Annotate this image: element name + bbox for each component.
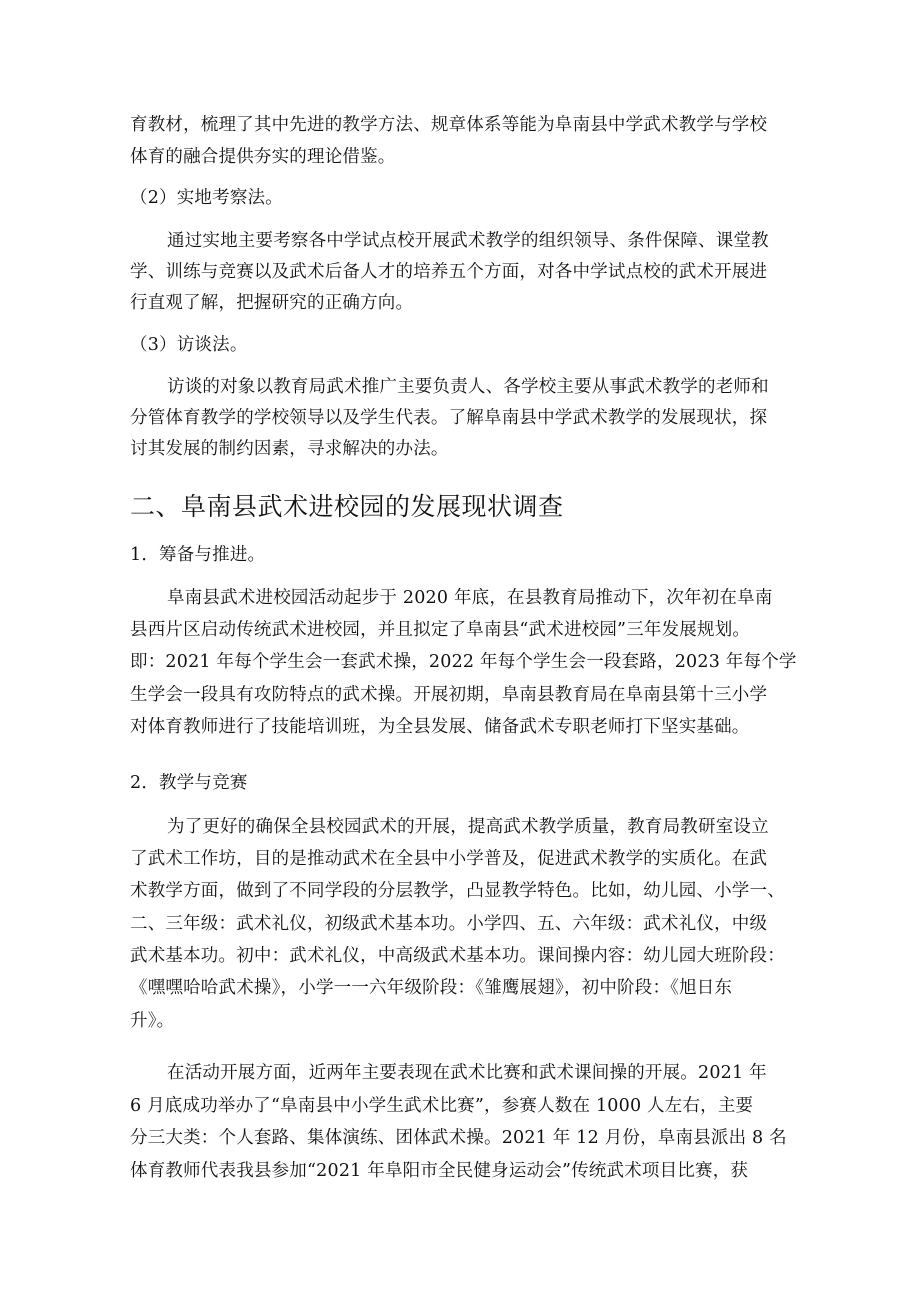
text-line: 6 月底成功举办了“阜南县中小学生武术比赛”，参赛人数在 1000 人左右，主要 [130,1096,754,1116]
text-line: 县西片区启动传统武术进校园，并且拟定了阜南县“武术进校园”三年发展规划。 [130,620,751,640]
text-line: 学、训练与竞赛以及武术后备人才的培养五个方面，对各中学试点校的武术开展进 [130,262,768,282]
text-line: 行直观了解，把握研究的正确方向。 [130,293,414,313]
text-line: 对体育教师进行了技能培训班，为全县发展、储备武术专职老师打下坚实基础。 [130,717,750,737]
text-line: 分三大类：个人套路、集体演练、团体武术操。2021 年 12 月份，阜南县派出 8 名 [130,1128,787,1148]
subsection-1-label: 1．筹备与推进。 [130,545,266,565]
text-line: 了武术工作坊，目的是推动武术在全县中小学普及，促进武术教学的实质化。在武 [130,849,768,869]
text-line: 生学会一段具有攻防特点的武术操。开展初期，阜南县教育局在阜南县第十三小学 [130,685,768,705]
text-line: 体育教师代表我县参加“2021 年阜阳市全民健身运动会”传统武术项目比赛，获 [130,1161,749,1181]
text-line: 即：2021 年每个学生会一套武术操，2022 年每个学生会一段套路，2023 年每个学 [130,652,797,672]
text-line: 升》。 [130,1011,175,1031]
method-3-label: （3）访谈法。 [130,335,248,355]
text-line: 《嘿嘿哈哈武术操》，小学一一六年级阶段：《雏鹰展翅》，初中阶段：《旭日东 [130,978,733,998]
text-line: 讨其发展的制约因素，寻求解决的办法。 [130,439,449,459]
subsection-2-label: 2．教学与竞赛 [130,773,248,793]
text-line: 在活动开展方面，近两年主要表现在武术比赛和武术课间操的开展。2021 年 [167,1063,767,1083]
text-line: 术教学方面，做到了不同学段的分层教学，凸显教学特色。比如，幼儿园、小学一、 [130,881,785,901]
text-line: 阜南县武术进校园活动起步于 2020 年底，在县教育局推动下，次年初在阜南 [167,588,773,608]
method-2-label: （2）实地考察法。 [130,188,283,208]
section-heading: 二、阜南县武术进校园的发展现状调查 [130,492,564,521]
text-line: 通过实地主要考察各中学试点校开展武术教学的组织领导、条件保障、课堂教 [167,231,769,251]
text-line: 访谈的对象以教育局武术推广主要负责人、各学校主要从事武术教学的老师和 [167,377,769,397]
text-line: 育教材，梳理了其中先进的教学方法、规章体系等能为阜南县中学武术教学与学校 [130,115,768,135]
text-line: 二、三年级：武术礼仪，初级武术基本功。小学四、五、六年级：武术礼仪，中级 [130,914,768,934]
text-line: 分管体育教学的学校领导以及学生代表。了解阜南县中学武术教学的发展现状，探 [130,408,768,428]
text-line: 体育的融合提供夯实的理论借鉴。 [130,147,396,167]
text-line: 武术基本功。初中：武术礼仪，中高级武术基本功。课间操内容：幼儿园大班阶段： [130,946,785,966]
text-line: 为了更好的确保全县校园武术的开展，提高武术教学质量，教育局教研室设立 [167,817,769,837]
